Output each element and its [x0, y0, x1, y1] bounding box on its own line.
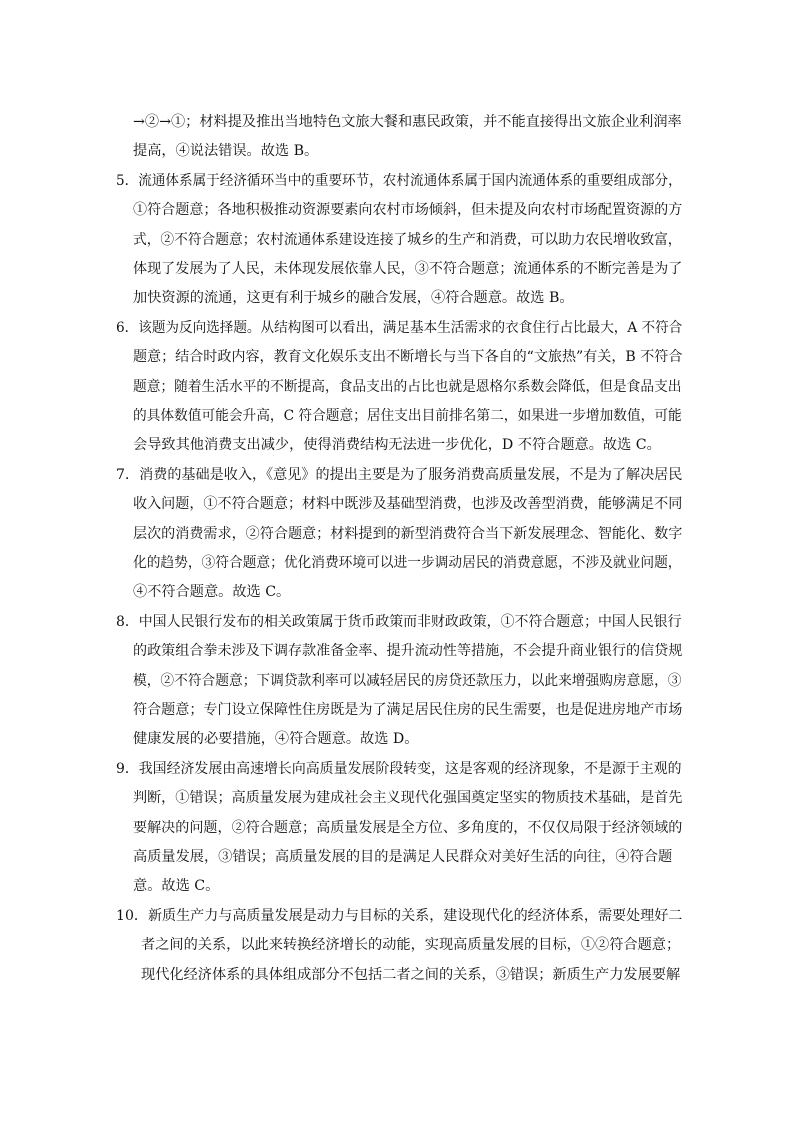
answer-7-line-5: ④不符合题意。故选 C。: [133, 584, 291, 600]
answer-8-line-2: 的政策组合拳未涉及下调存款准备金率、提升流动性等措施，不会提升商业银行的信贷规: [133, 643, 683, 659]
answer-10-line-3: 现代化经济体系的具体组成部分不包括二者之间的关系，③错误；新质生产力发展要解: [141, 967, 681, 983]
answer-7-line-4: 化的趋势，③符合题意；优化消费环境可以进一步调动居民的消费意愿，不涉及就业问题，: [133, 555, 682, 571]
answer-6-line-3: 题意；随着生活水平的不断提高，食品支出的占比也就是恩格尔系数会降低，但是食品支出: [133, 379, 682, 395]
answer-6-line-4: 的具体数值可能会升高，C 符合题意；居住支出目前排名第二，如果进一步增加数值，可能: [133, 408, 682, 424]
answer-7-line-1: 7．消费的基础是收入，《意见》的提出主要是为了服务消费高质量发展，不是为了解决居民: [116, 467, 683, 483]
answer-4-line-2: 提高，④说法错误。故选 B。: [133, 143, 319, 159]
answer-9-line-1: 9．我国经济发展由高速增长向高质量发展阶段转变，这是客观的经济现象，不是源于主观的: [116, 761, 682, 777]
answer-7-line-2: 收入问题，①不符合题意；材料中既涉及基础型消费，也涉及改善型消费，能够满足不同: [133, 496, 683, 512]
answer-9-line-2: 判断，①错误；高质量发展为建成社会主义现代化强国奠定坚实的物质技术基础，是首先: [133, 790, 683, 806]
answer-10-line-1: 10．新质生产力与高质量发展是动力与目标的关系，建设现代化的经济体系，需要处理好二: [116, 908, 683, 924]
answer-10-line-2: 者之间的关系，以此来转换经济增长的动能，实现高质量发展的目标，①②符合题意；: [141, 937, 681, 953]
answer-5-line-1: 5．流通体系属于经济循环当中的重要环节，农村流通体系属于国内流通体系的重要组成部分，: [116, 173, 682, 189]
answer-5-line-5: 加快资源的流通，这更有利于城乡的融合发展，④符合题意。故选 B。: [133, 290, 574, 306]
answer-8-line-4: 符合题意；专门设立保障性住房既是为了满足居民住房的民生需要，也是促进房地产市场: [133, 702, 683, 718]
answer-9-line-4: 高质量发展，③错误；高质量发展的目的是满足人民群众对美好生活的向往，④符合题: [133, 849, 673, 865]
answer-5-line-2: ①符合题意；各地积极推动资源要素向农村市场倾斜，但未提及向农村市场配置资源的方: [133, 202, 683, 218]
answer-8-line-5: 健康发展的必要措施，④符合题意。故选 D。: [133, 731, 419, 747]
answer-9-line-3: 要解决的问题，②符合题意；高质量发展是全方位、多角度的，不仅仅局限于经济领域的: [133, 820, 683, 836]
answer-8-line-1: 8．中国人民银行发布的相关政策属于货币政策而非财政政策，①不符合题意；中国人民银行: [116, 614, 682, 630]
answer-6-line-5: 会导致其他消费支出减少，使得消费结构无法进一步优化，D 不符合题意。故选 C。: [133, 437, 661, 453]
answer-6-line-1: 6．该题为反向选择题。从结构图可以看出，满足基本生活需求的衣食住行占比最大，A 不符合: [116, 320, 683, 336]
answer-8-line-3: 模，②不符合题意；下调贷款利率可以减轻居民的房贷还款压力，以此来增强购房意愿，③: [133, 673, 682, 689]
answer-5-line-4: 体现了发展为了人民，未体现发展依靠人民，③不符合题意；流通体系的不断完善是为了: [133, 261, 683, 277]
answer-5-line-3: 式，②不符合题意；农村流通体系建设连接了城乡的生产和消费，可以助力农民增收致富，: [133, 232, 682, 248]
answer-4-line-1: →②→①；材料提及推出当地特色文旅大餐和惠民政策，并不能直接得出文旅企业利润率: [133, 114, 682, 130]
answer-7-line-3: 层次的消费需求，②符合题意；材料提到的新型消费符合当下新发展理念、智能化、数字: [133, 526, 683, 542]
answer-9-line-5: 意。故选 C。: [133, 878, 220, 894]
answer-6-line-2: 题意；结合时政内容，教育文化娱乐支出不断增长与当下各自的“文旅热”有关，B 不符合: [133, 349, 683, 365]
